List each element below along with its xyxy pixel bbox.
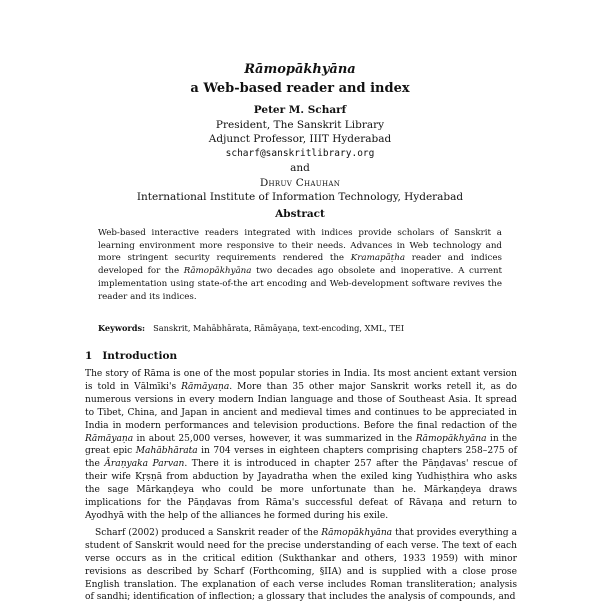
abstract-ramopakhyana: Rāmopākhyāna [183,266,252,277]
author1-affiliation2: Adjunct Professor, IIIT Hyderabad [208,133,392,145]
abstract-heading: Abstract [275,208,325,220]
abstract-body [98,227,502,303]
intro-text: in the great epic [85,433,517,457]
introduction-body [85,368,517,604]
author-block [0,103,600,205]
intro-paragraph-2 [85,527,517,604]
author1-email[interactable]: scharf@sanskritlibrary.org [225,147,375,159]
abstract-text-2: reader and indices developed for the [98,253,502,277]
paper-subtitle: a Web-based reader and index [190,81,410,96]
intro-ramopakhyana: Rāmopākhyāna [321,527,393,538]
intro-text: in 704 verses in eighteen chapters comprising chapters 258–275 of the [85,446,517,470]
author2-name: Dhruv Chauhan [259,176,341,189]
section-heading [85,350,177,362]
author2-affiliation: International Institute of Information Technology, Hyderabad [136,191,464,203]
intro-text: in about 25,000 verses, however, it was summarized in the [133,433,416,444]
author-conjunction: and [290,162,310,174]
intro-text: Scharf (2002) produced a Sanskrit reader of the [95,527,322,538]
abstract-kramapatha: Kramapāṭha [350,253,406,264]
intro-text: The story of Rāma is one of the most popular stories in India. Its most ancient extant version is told in Vālmīki's [85,369,517,392]
keywords-label: Keywords: [98,323,146,333]
intro-ramopakhyana: Rāmopākhyāna [415,433,487,444]
section-title: Introduction [102,350,178,362]
intro-mahabharata: Mahābhārata [135,446,198,457]
abstract-text-3: two decades ago obsolete and inoperative. A current implementation using state-of-the art encoding and Web-development software revives the reader and its indices. [98,266,503,302]
paper-title: Rāmopākhyāna [244,62,356,77]
intro-paragraph-1 [85,368,517,523]
abstract-text-1: Web-based interactive readers integrated with indices provide scholars of Sanskrit a learning environment more responsive to their needs. Advances in Web technology and more stringent security requirements rendered the [98,228,502,264]
keywords-text: Sanskrit, Mahābhārata, Rāmāyaṇa, text-encoding, XML, TEI [153,323,405,333]
keywords [98,323,508,333]
author1-name: Peter M. Scharf [253,104,347,116]
intro-ramayana: Rāmāyaṇa [181,381,230,392]
intro-text: that provides everything a student of Sanskrit would need for the precise understanding of each verse. The text of each verse occurs as in the critical edition (Sukthankar and others, 1933 1959) with minor revisions as described by Scharf (Forthcoming, §IIA) and is supplied with a close prose English translation. The explanation of each verse includes Roman transliteration; analysis of sandhi; identification of inflection; a glossary that includes the analysis of compounds, and [85,527,517,603]
intro-text: . More than 35 other major Sanskrit works retell it, as do numerous versions in every modern Indian language and those of Southeast Asia. It spread to Tibet, China, and Japan in ancient and medieval times and continues to be appreciated in India in modern performances and television productions. Before the final redaction of the [85,381,517,431]
intro-aranyaka: Āraṇyaka Parvan [104,459,185,470]
author1-affiliation1: President, The Sanskrit Library [215,118,385,131]
section-number: 1 [85,350,93,362]
intro-ramayana: Rāmāyaṇa [85,433,134,444]
intro-text: . There it is introduced in chapter 257 after the Pāṇḍavas' rescue of their wife Kṛṣṇā from abduction by Jayadratha when the exiled king Yudhiṣṭhira who asks the sage Mārkaṇḍeya who could be more unfortunate than he. Mārkaṇḍeya draws implications for the Pāṇḍavas from Rāma's successful defeat of Rāvaṇa and return to Ayodhyā with the help of the alliances he formed during his exile. [85,459,517,521]
